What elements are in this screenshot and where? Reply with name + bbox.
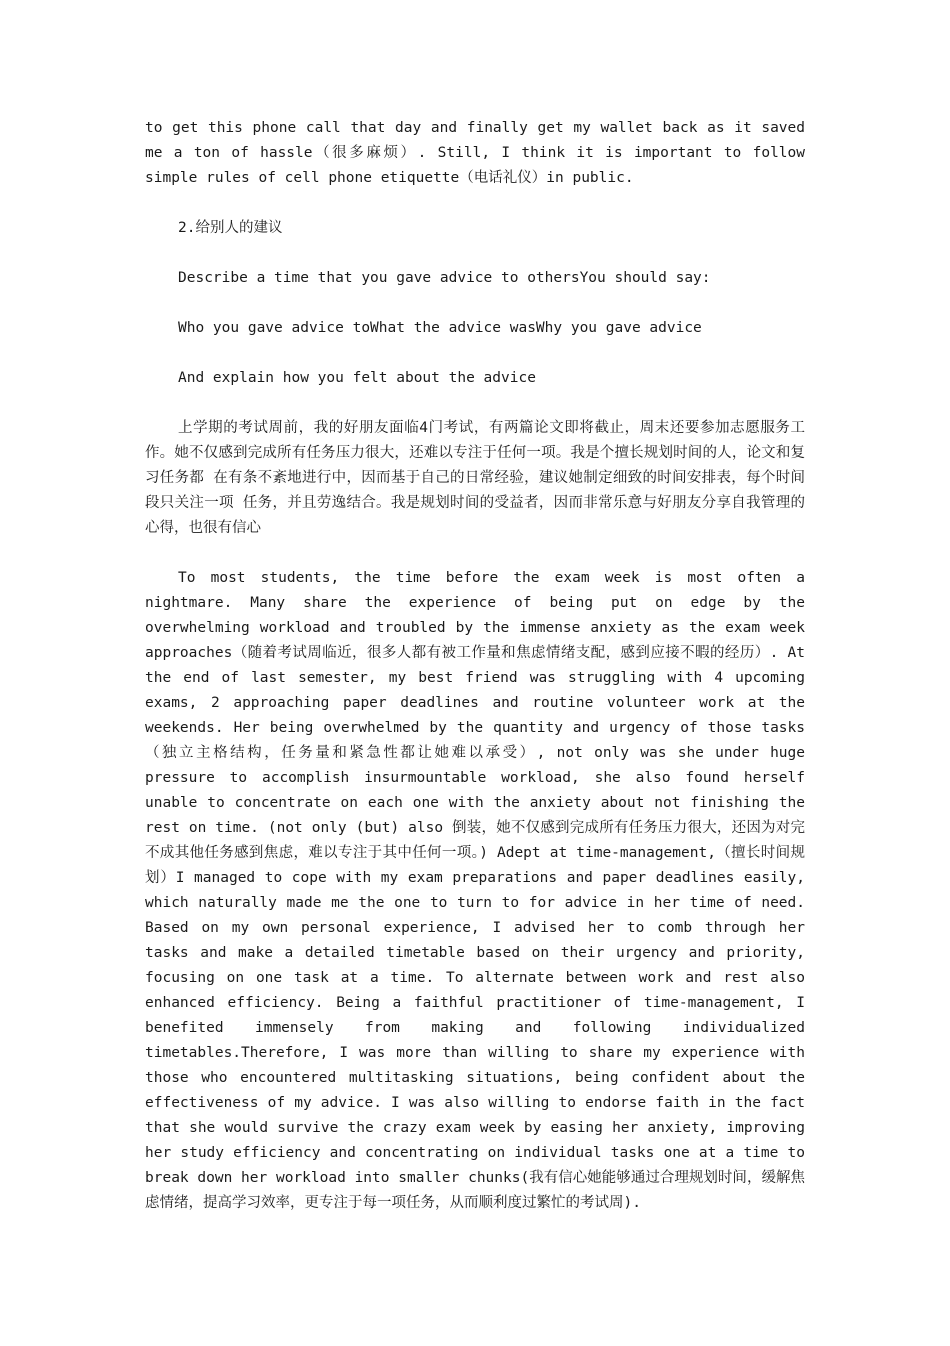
prompt-line-2: Who you gave advice toWhat the advice wasWhy you gave advice: [178, 320, 702, 336]
prompt-line-3: And explain how you felt about the advice: [178, 370, 536, 386]
document-page: [145, 116, 805, 1216]
section-heading: 2.给别人的建议: [178, 220, 283, 236]
intro-paragraph: to get this phone call that day and finally get my wallet back as it saved me a ton of hassle（很多麻烦）. Still, I think it is important to follow simple rules of cell phone etiquette（电话礼仪）in public.: [145, 120, 805, 186]
answer-paragraph: To most students, the time before the exam week is most often a nightmare. Many share the experience of being put on edge by the overwhelming workload and troubled by the immense anxiety as the exam week approaches（随着考试周临近，很多人都有被工作量和焦虑情绪支配，感到应接不暇的经历）. At the end of last semester, my best friend was struggling with 4 upcoming exams, 2 approaching paper deadlines and routine volunteer work at the weekends. Her being overwhelmed by the quantity and urgency of those tasks（独立主格结构，任务量和紧急性都让她难以承受）, not only was she under huge pressure to accomplish insurmountable workload, she also found herself unable to concentrate on each one with the anxiety about not finishing the rest on time. (not only (but) also 倒装，她不仅感到完成所有任务压力很大，还因为对完不成其他任务感到焦虑，难以专注于其中任何一项。) Adept at time-management,（擅长时间规划）I managed to cope with my exam preparations and paper deadlines easily, which naturally made me the one to turn to for advice in her time of need. Based on my own personal experience, I advised her to comb through her tasks and make a detailed timetable based on their urgency and priority, focusing on one task at a time. To alternate between work and rest also enhanced efficiency. Being a faithful practitioner of time-management, I benefited immensely from making and following individualized timetables.Therefore, I was more than willing to share my experience with those who encountered multitasking situations, being confident about the effectiveness of my advice. I was also willing to endorse faith in the fact that she would survive the crazy exam week by easing her anxiety, improving her study efficiency and concentrating on individual tasks one at a time to break down her workload into smaller chunks(我有信心她能够通过合理规划时间，缓解焦虑情绪，提高学习效率，更专注于每一项任务，从而顺利度过繁忙的考试周).: [145, 570, 805, 1211]
chinese-summary-paragraph: 上学期的考试周前，我的好朋友面临4门考试，有两篇论文即将截止，周末还要参加志愿服务工作。她不仅感到完成所有任务压力很大，还难以专注于任何一项。我是个擅长规划时间的人，论文和复习任务都 在有条不紊地进行中，因而基于自己的日常经验，建议她制定细致的时间安排表，每个时间段只关注一项 任务，并且劳逸结合。我是规划时间的受益者，因而非常乐意与好朋友分享自我管理的心得，也很有信心: [145, 420, 805, 536]
prompt-line-1: Describe a time that you gave advice to othersYou should say:: [178, 270, 711, 286]
